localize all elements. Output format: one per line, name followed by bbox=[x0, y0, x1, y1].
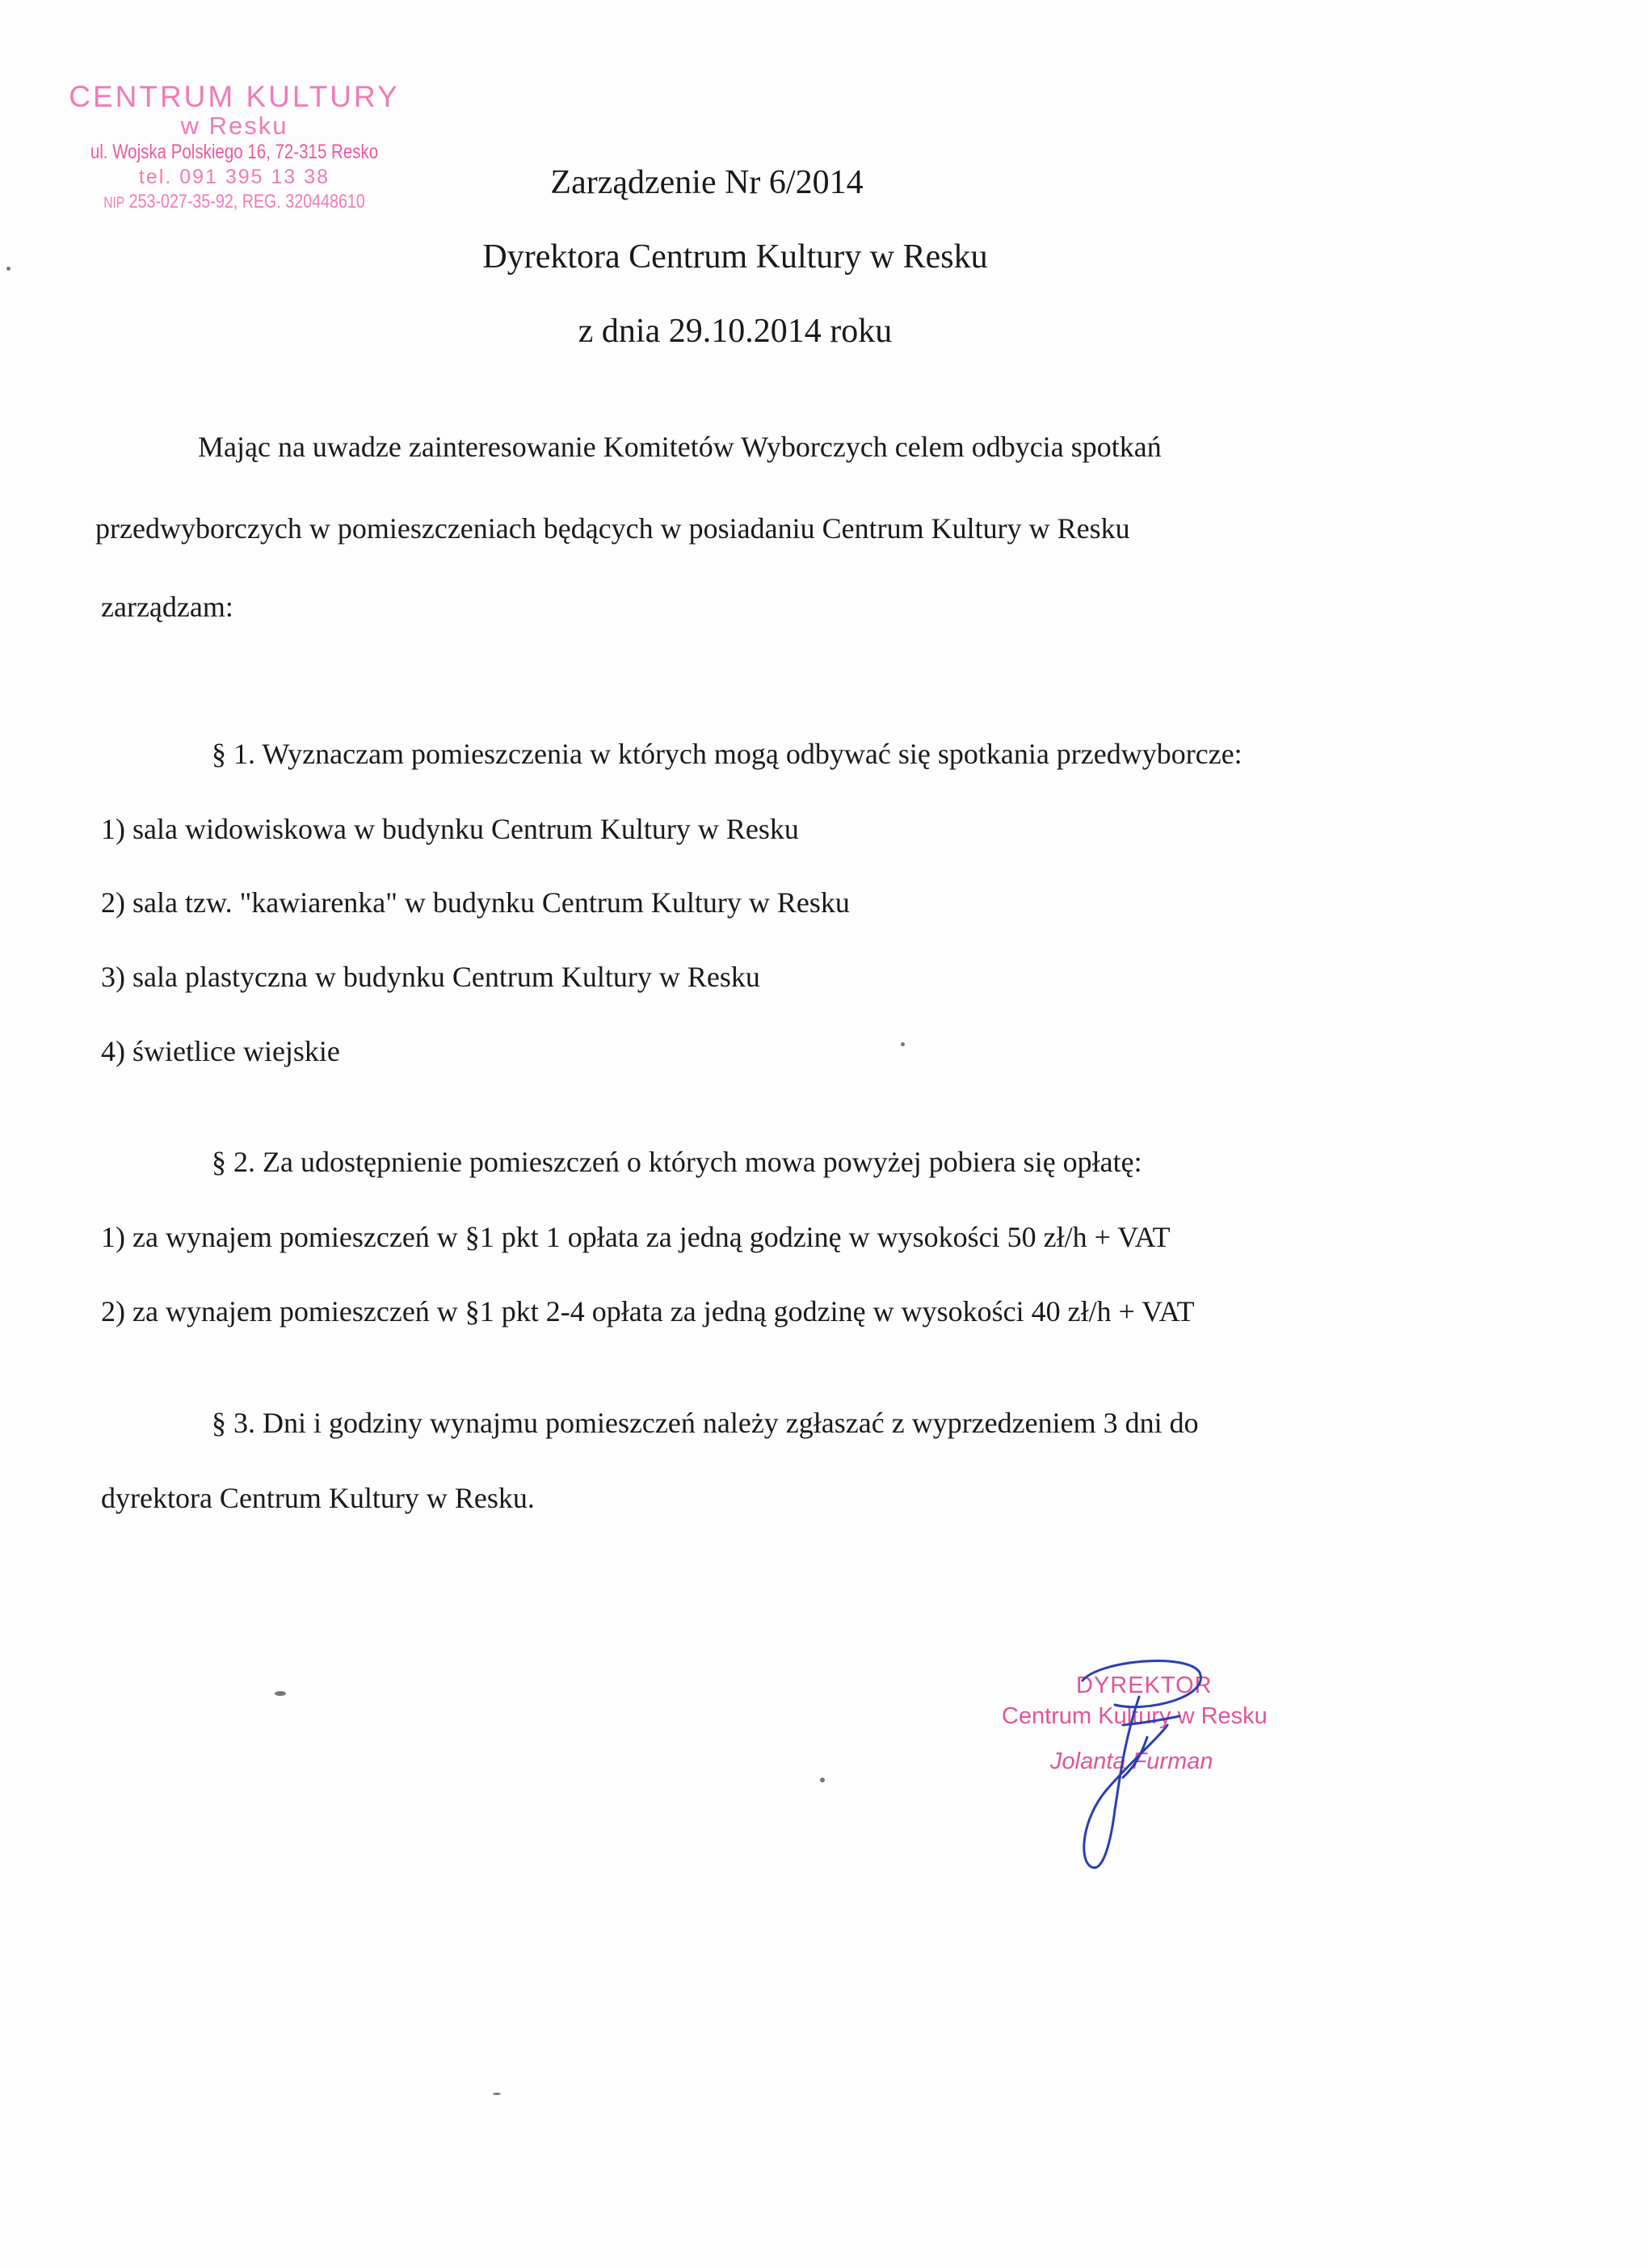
stamp-phone: tel. 091 395 13 38 bbox=[138, 166, 330, 188]
document-header bbox=[388, 145, 1083, 368]
section-2-item: 2) za wynajem pomieszczeń w §1 pkt 2-4 opłata za jedną godzinę w wysokości 40 zł/h + VAT bbox=[101, 1295, 1195, 1328]
stamp-address: ul. Wojska Polskiego 16, 72-315 Resko bbox=[90, 141, 379, 163]
section-3-line-2: dyrektora Centrum Kultury w Resku. bbox=[101, 1482, 535, 1514]
director-name: Jolanta Furman bbox=[1050, 1748, 1213, 1774]
section-2-heading: § 2. Za udostępnienie pomieszczeń o których mowa powyżej pobiera się opłatę: bbox=[212, 1146, 1142, 1178]
stamp-name: CENTRUM KULTURY bbox=[69, 80, 400, 113]
director-organization: Centrum Kultury w Resku bbox=[1002, 1703, 1268, 1729]
section-1-item: 4) świetlice wiejskie bbox=[101, 1035, 340, 1067]
section-1-item: 1) sala widowiskowa w budynku Centrum Kultury w Resku bbox=[101, 813, 799, 845]
director-title: DYREKTOR bbox=[1076, 1673, 1213, 1698]
intro-line-2: przedwyborczych w pomieszczeniach będących w posiadaniu Centrum Kultury w Resku bbox=[95, 512, 1130, 545]
document-date: z dnia 29.10.2014 roku bbox=[578, 313, 893, 350]
stamp-nip-label: NIP bbox=[103, 195, 125, 212]
scan-speck bbox=[6, 267, 11, 271]
stamp-nip-value: 253-027-35-92, REG. 320448610 bbox=[128, 191, 365, 212]
stamp-town: w Resku bbox=[180, 112, 288, 140]
document-subtitle: Dyrektora Centrum Kultury w Resku bbox=[482, 238, 988, 276]
section-1-item: 3) sala plastyczna w budynku Centrum Kultury w Resku bbox=[101, 961, 760, 993]
document-title: Zarządzenie Nr 6/2014 bbox=[550, 164, 864, 201]
intro-line-3: zarządzam: bbox=[101, 591, 233, 623]
scan-speck bbox=[493, 2093, 501, 2095]
scan-speck bbox=[901, 1042, 905, 1046]
section-2-item: 1) za wynajem pomieszczeń w §1 pkt 1 opłata za jedną godzinę w wysokości 50 zł/h + VAT bbox=[101, 1221, 1171, 1253]
section-3-line-1: § 3. Dni i godziny wynajmu pomieszczeń należy zgłaszać z wyprzedzeniem 3 dni do bbox=[212, 1407, 1199, 1439]
intro-line-1: Mając na uwadze zainteresowanie Komitetów Wyborczych celem odbycia spotkań bbox=[198, 431, 1162, 463]
scan-speck bbox=[820, 1778, 825, 1782]
scan-speck bbox=[275, 1691, 286, 1696]
section-1-heading: § 1. Wyznaczam pomieszczenia w których mogą odbywać się spotkania przedwyborcze: bbox=[212, 738, 1242, 770]
section-1-item: 2) sala tzw. "kawiarenka" w budynku Centrum Kultury w Resku bbox=[101, 886, 850, 919]
handwritten-signature bbox=[1026, 1648, 1236, 1891]
